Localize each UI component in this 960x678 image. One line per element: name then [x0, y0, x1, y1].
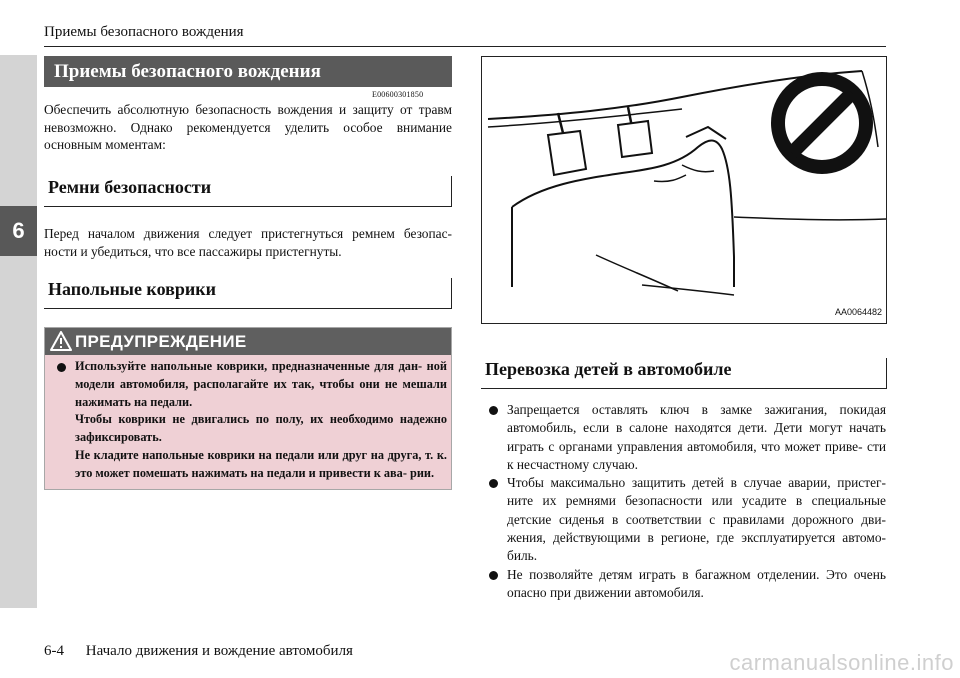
list-item	[489, 401, 886, 474]
bullet-icon	[57, 363, 66, 372]
footer-chapter: Начало движения и вождение автомобиля	[85, 643, 353, 659]
heading-corner-line	[886, 358, 887, 388]
children-heading-text: Перевозка детей в автомобиле	[485, 359, 732, 379]
main-title: Приемы безопасного вождения	[54, 60, 321, 82]
intro-paragraph: Обеспечить абсолютную безопасность вождения и защиту от травм невозможно. Однако рекомендуется уделить особое внимание основным моментам:	[44, 102, 452, 152]
list-item	[489, 566, 886, 603]
warning-item	[57, 358, 447, 483]
figure-label: AA0064482	[834, 307, 882, 317]
pedals-floor-mat-drawing	[482, 57, 886, 323]
chapter-tab: 6	[0, 206, 37, 256]
warning-title: ПРЕДУПРЕЖДЕНИЕ	[75, 332, 247, 351]
warning-body	[57, 358, 447, 483]
header-rule	[44, 46, 886, 47]
seatbelts-heading-text: Ремни безопасности	[48, 177, 212, 197]
warning-line: Чтобы коврики не двигались по полу, их необходимо надежно зафиксировать.	[75, 412, 447, 445]
warning-line: Используйте напольные коврики, предназначенные для дан- ной модели автомобиля, располагайте их так, чтобы они не мешали нажимать на педали.	[75, 359, 447, 409]
warning-triangle-icon	[50, 331, 72, 351]
running-head: Приемы безопасного вождения	[44, 24, 244, 40]
warning-box	[44, 327, 452, 490]
watermark: carmanualsonline.info	[729, 650, 954, 675]
bullet-icon	[489, 406, 498, 415]
list-item-text: Чтобы максимально защитить детей в случае аварии, пристег- ните их ремнями безопасности или усадите в специальные детские сиденья в соответствии с правилами дорожного дви- жения, действующими в регионе, где эксплуатируется автомо- биль.	[507, 475, 886, 564]
page-footer	[44, 643, 353, 660]
seatbelts-heading	[44, 175, 452, 207]
children-list	[489, 401, 886, 602]
page-number: 6-4	[44, 643, 64, 659]
warning-line: Не кладите напольные коврики на педали или друг на друга, т. к. это может помешать нажимать на педали и привести к ава- рии.	[75, 447, 447, 480]
list-item	[489, 474, 886, 565]
list-item-text: Не позволяйте детям играть в багажном отделении. Это очень опасно при движении автомобиля.	[507, 566, 886, 600]
seatbelts-paragraph: Перед началом движения следует пристегнуться ремнем безопас- ности и убедиться, что все пассажиры пристегнуты.	[44, 226, 452, 259]
list-item-text: Запрещается оставлять ключ в замке зажигания, покидая автомобиль, если в салоне находятся дети. Дети могут начать играть с органами управления автомобиля, что может приве- сти к несчастному случаю.	[507, 402, 886, 472]
children-heading	[481, 357, 887, 389]
side-margin-bar	[0, 55, 37, 608]
floor-mats-heading	[44, 277, 452, 309]
floor-mat-illustration	[481, 56, 887, 324]
document-code: E00600301850	[372, 90, 424, 99]
floor-mats-heading-text: Напольные коврики	[48, 279, 216, 299]
bullet-icon	[489, 479, 498, 488]
bullet-icon	[489, 571, 498, 580]
main-title-banner	[44, 56, 452, 87]
heading-corner-line	[451, 278, 452, 308]
warning-header	[45, 328, 451, 355]
heading-corner-line	[451, 176, 452, 206]
